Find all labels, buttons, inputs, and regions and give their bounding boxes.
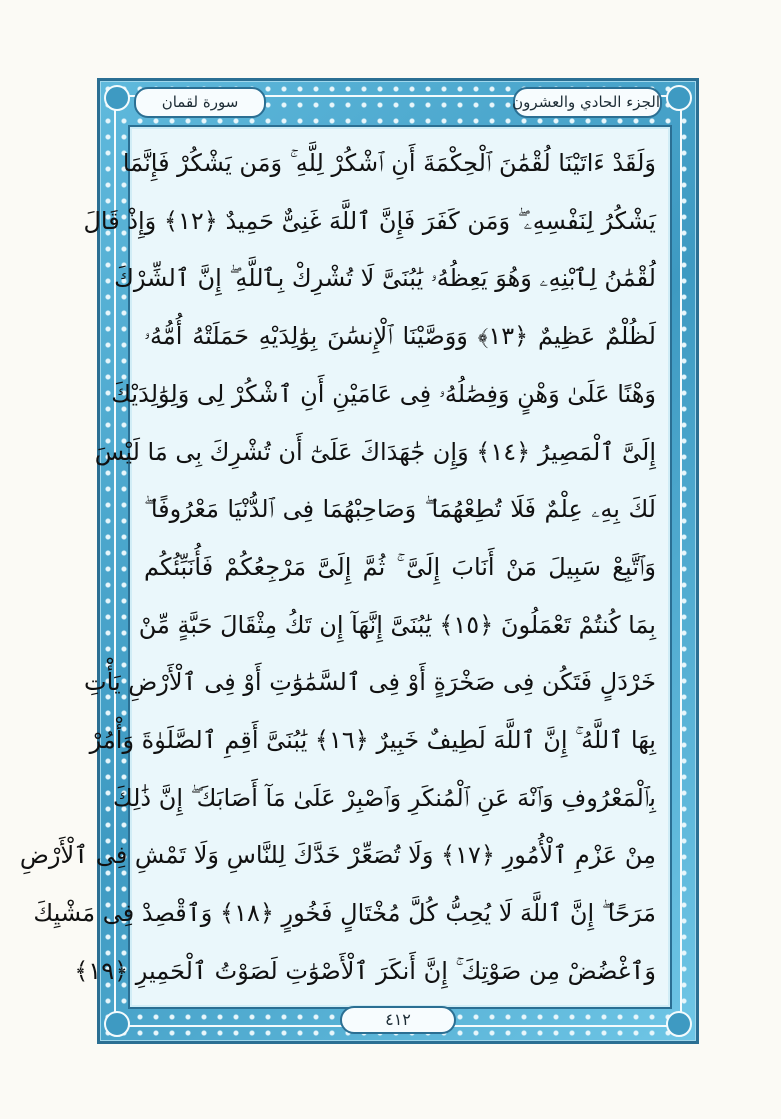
page-number: ٤١٢ [340, 1006, 456, 1034]
text-line: مِنْ عَزْمِ ٱلْأُمُورِ ﴿١٧﴾ وَلَا تُصَعِّرْ خَدَّكَ لِلنَّاسِ وَلَا تَمْشِ فِى ٱلْأَرْضِ [19, 841, 656, 870]
text-panel [19, 125, 672, 1009]
text-line: خَرْدَلٍ فَتَكُن فِى صَخْرَةٍ أَوْ فِى ٱلسَّمَٰوَٰتِ أَوْ فِى ٱلْأَرْضِ يَأْتِ [84, 668, 656, 697]
text-line: إِلَىَّ ٱلْمَصِيرُ ﴿١٤﴾ وَإِن جَٰهَدَاكَ عَلَىٰٓ أَن تُشْرِكَ بِى مَا لَيْسَ [94, 437, 656, 466]
text-line: وَٱتَّبِعْ سَبِيلَ مَنْ أَنَابَ إِلَىَّ ۚ ثُمَّ إِلَىَّ مَرْجِعُكُمْ فَأُنَبِّئُكُم [144, 552, 656, 581]
text-line: مَرَحًا ۖ إِنَّ ٱللَّهَ لَا يُحِبُّ كُلَّ مُخْتَالٍ فَخُورٍ ﴿١٨﴾ وَٱقْصِدْ فِى مَشْيِكَ [33, 899, 656, 928]
juz-name-label: الجزء الحادي والعشرون [513, 87, 662, 118]
corner-ornament-icon [666, 85, 692, 111]
text-line: لُقْمَٰنُ لِٱبْنِهِۦ وَهُوَ يَعِظُهُۥ يَٰبُنَىَّ لَا تُشْرِكْ بِٱللَّهِ ۖ إِنَّ ٱلشِّرْكَ [114, 264, 656, 293]
surah-name-label: سورة لقمان [134, 87, 266, 118]
verse-lines [19, 135, 656, 999]
text-line: لَظُلْمٌ عَظِيمٌ ﴿١٣﴾ وَوَصَّيْنَا ٱلْإِنسَٰنَ بِوَٰلِدَيْهِ حَمَلَتْهُ أُمُّهُۥ [144, 322, 656, 351]
text-line: بِهَا ٱللَّهُ ۚ إِنَّ ٱللَّهَ لَطِيفٌ خَبِيرٌ ﴿١٦﴾ يَٰبُنَىَّ أَقِمِ ٱلصَّلَوٰةَ وَأْمُرْ [89, 726, 656, 755]
corner-ornament-icon [666, 1011, 692, 1037]
text-line: لَكَ بِهِۦ عِلْمٌ فَلَا تُطِعْهُمَا ۖ وَصَاحِبْهُمَا فِى ٱلدُّنْيَا مَعْرُوفًا ۖ [144, 495, 656, 524]
text-line: وَٱغْضُضْ مِن صَوْتِكَ ۚ إِنَّ أَنكَرَ ٱلْأَصْوَٰتِ لَصَوْتُ ٱلْحَمِيرِ ﴿١٩﴾ [74, 956, 656, 985]
decorative-frame [19, 78, 699, 1044]
text-line: وَلَقَدْ ءَاتَيْنَا لُقْمَٰنَ ٱلْحِكْمَةَ أَنِ ٱشْكُرْ لِلَّهِ ۚ وَمَن يَشْكُرْ فَإِنَّمَا [122, 149, 656, 177]
corner-ornament-icon [104, 1011, 130, 1037]
text-line: بِٱلْمَعْرُوفِ وَٱنْهَ عَنِ ٱلْمُنكَرِ وَٱصْبِرْ عَلَىٰ مَآ أَصَابَكَ ۖ إِنَّ ذَٰلِكَ [112, 783, 656, 812]
corner-ornament-icon [104, 85, 130, 111]
text-line: بِمَا كُنتُمْ تَعْمَلُونَ ﴿١٥﴾ يَٰبُنَىَّ إِنَّهَآ إِن تَكُ مِثْقَالَ حَبَّةٍ مِّنْ [138, 610, 656, 639]
text-line: يَشْكُرُ لِنَفْسِهِۦ ۖ وَمَن كَفَرَ فَإِنَّ ٱللَّهَ غَنِىٌّ حَمِيدٌ ﴿١٢﴾ وَإِذْ قَالَ [83, 206, 656, 235]
text-line: وَهْنًا عَلَىٰ وَهْنٍ وَفِصَٰلُهُۥ فِى عَامَيْنِ أَنِ ٱشْكُرْ لِى وَلِوَٰلِدَيْكَ [111, 379, 656, 408]
